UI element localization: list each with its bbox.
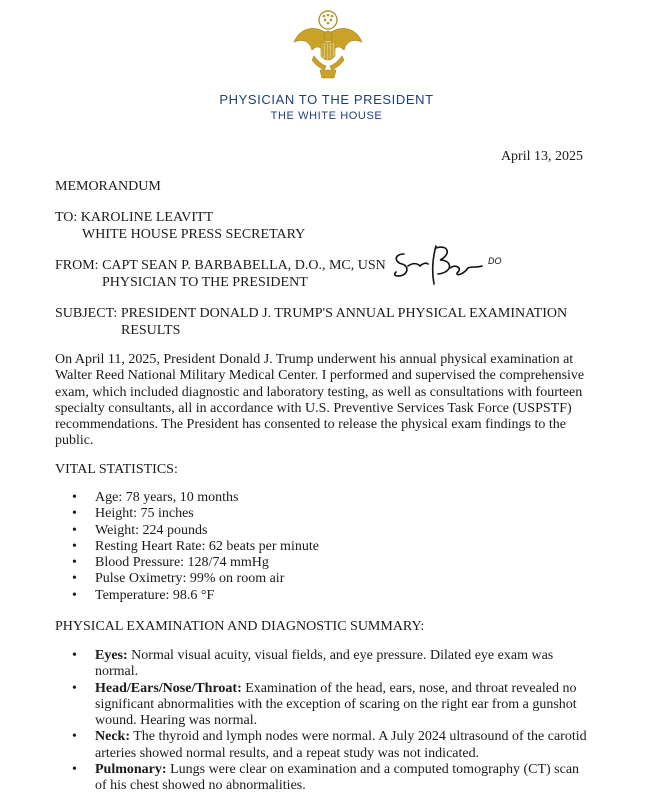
subject-line: SUBJECT: PRESIDENT DONALD J. TRUMP'S ANNUAL PHYSICAL EXAMINATION bbox=[55, 306, 568, 321]
vitals-heading: VITAL STATISTICS: bbox=[55, 462, 178, 477]
vital-blood-pressure: • Blood Pressure: 128/74 mmHg bbox=[57, 555, 319, 571]
letterhead-office: PHYSICIAN TO THE PRESIDENT bbox=[219, 92, 434, 107]
exam-label: Pulmonary: bbox=[95, 762, 167, 778]
exam-eyes bbox=[57, 648, 589, 681]
exam-text: Normal visual acuity, visual fields, and eye pressure. Dilated eye exam was normal. bbox=[95, 648, 554, 680]
signature-suffix: DO bbox=[488, 256, 502, 266]
exam-list bbox=[57, 648, 589, 795]
exam-neck bbox=[57, 729, 589, 762]
intro-paragraph: On April 11, 2025, President Donald J. Trump underwent his annual physical examination at Walter Reed National Military Medical Center. I performed and supervised the comprehensive exam, which included diagnostic and laboratory testing, as well as consultations with fourteen specialty consultants, all in accordance with U.S. Preventive Services Task Force (USPSTF) recommendations. The President has consented to release the physical exam findings to the public. bbox=[55, 352, 585, 449]
vital-heart-rate: • Resting Heart Rate: 62 beats per minute bbox=[57, 539, 319, 555]
to-title: WHITE HOUSE PRESS SECRETARY bbox=[82, 227, 306, 242]
handwritten-signature bbox=[392, 240, 524, 290]
exam-pulmonary bbox=[57, 762, 589, 795]
exam-label: Eyes: bbox=[95, 648, 128, 663]
memo-heading: MEMORANDUM bbox=[55, 179, 161, 194]
exam-heent bbox=[57, 681, 589, 730]
vital-pulse-oximetry: • Pulse Oximetry: 99% on room air bbox=[57, 571, 319, 587]
presidential-seal-icon bbox=[290, 6, 366, 84]
subject-line-continued: RESULTS bbox=[121, 323, 181, 338]
vital-height: • Height: 75 inches bbox=[57, 506, 319, 522]
vital-temperature: • Temperature: 98.6 °F bbox=[57, 588, 319, 604]
vital-age: • Age: 78 years, 10 months bbox=[57, 490, 319, 506]
exam-heading: PHYSICAL EXAMINATION AND DIAGNOSTIC SUMMARY: bbox=[55, 619, 425, 634]
from-line: FROM: CAPT SEAN P. BARBABELLA, D.O., MC, USN bbox=[55, 258, 386, 273]
vitals-list bbox=[57, 490, 319, 604]
exam-text: Lungs were clear on examination and a computed tomography (CT) scan of his chest showed no abnormalities. bbox=[95, 762, 580, 794]
memo-date: April 13, 2025 bbox=[500, 149, 583, 164]
exam-label: Head/Ears/Nose/Throat: bbox=[95, 680, 242, 696]
vital-weight: • Weight: 224 pounds bbox=[57, 523, 319, 539]
to-line: TO: KAROLINE LEAVITT bbox=[55, 210, 214, 225]
exam-text: Examination of the head, ears, nose, and throat revealed no significant abnormalities with the exception of scaring on the right ear from a gunshot wound. Hearing was normal. bbox=[95, 680, 577, 729]
from-title: PHYSICIAN TO THE PRESIDENT bbox=[102, 275, 308, 290]
exam-label: Neck: bbox=[95, 729, 130, 745]
exam-text: The thyroid and lymph nodes were normal. A July 2024 ultrasound of the carotid arteries showed normal results, and a repeat study was not indicated. bbox=[95, 729, 587, 761]
letterhead-white-house: THE WHITE HOUSE bbox=[270, 110, 383, 122]
